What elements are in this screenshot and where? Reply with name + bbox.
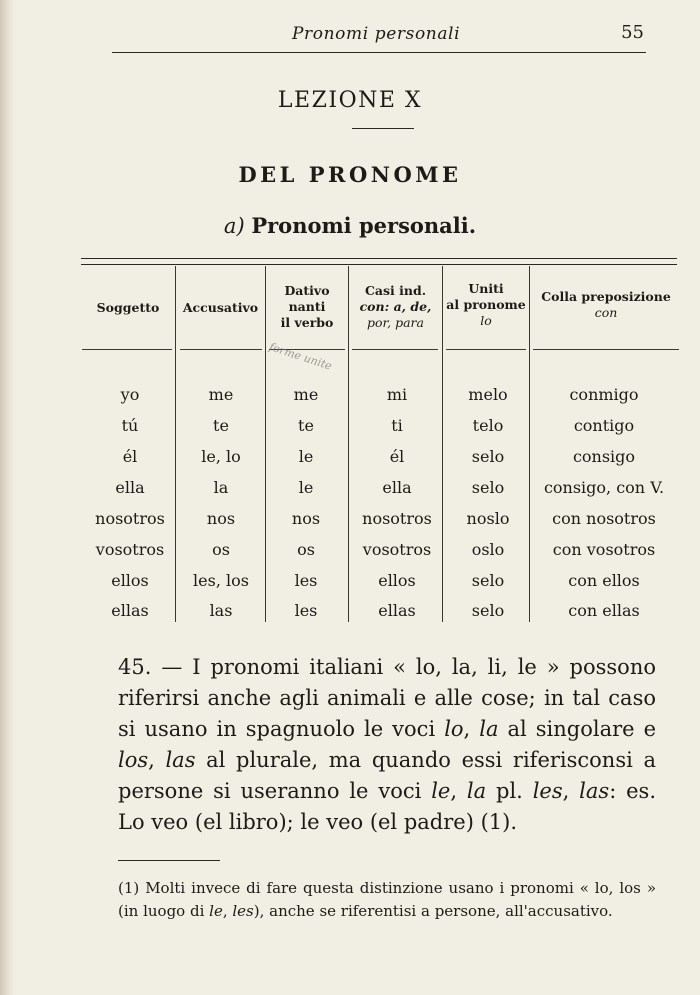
header-accusativo: Accusativo bbox=[182, 300, 259, 315]
cell-soggetto: yo bbox=[120, 385, 140, 404]
cell-preposizione: conmigo bbox=[569, 385, 639, 404]
cell-dativo: os bbox=[297, 540, 315, 559]
cell-accusativo: le, lo bbox=[201, 447, 241, 466]
cell-casi-indiretti: ella bbox=[382, 478, 412, 497]
running-title: Pronomi personali bbox=[292, 24, 461, 44]
cell-dativo: les bbox=[294, 571, 318, 590]
cell-casi-indiretti: ti bbox=[391, 416, 403, 435]
cell-uniti: oslo bbox=[471, 540, 505, 559]
cell-casi-indiretti: nosotros bbox=[362, 509, 432, 528]
header-dativo: Dativo nanti il verbo bbox=[280, 283, 334, 330]
cell-soggetto: él bbox=[122, 447, 138, 466]
cell-uniti: telo bbox=[472, 416, 504, 435]
header-uniti: Uniti al pronome lo bbox=[446, 281, 526, 328]
cell-accusativo: te bbox=[213, 416, 229, 435]
header-preposizione: Colla preposizione con bbox=[541, 289, 671, 320]
cell-soggetto: ellos bbox=[111, 571, 149, 590]
cell-accusativo: las bbox=[209, 601, 233, 620]
section-heading bbox=[0, 213, 700, 238]
cell-preposizione: con vosotros bbox=[552, 540, 656, 559]
cell-soggetto: tú bbox=[121, 416, 139, 435]
table-top-rule-inner bbox=[81, 264, 677, 265]
header-soggetto: Soggetto bbox=[96, 300, 160, 315]
cell-accusativo: nos bbox=[206, 509, 236, 528]
cell-preposizione: con ellas bbox=[568, 601, 640, 620]
cell-casi-indiretti: mi bbox=[386, 385, 408, 404]
cell-uniti: selo bbox=[471, 601, 505, 620]
header-rule bbox=[446, 349, 526, 350]
lesson-title: LEZIONE X bbox=[277, 88, 423, 113]
cell-dativo: te bbox=[298, 416, 314, 435]
header-rule bbox=[533, 349, 679, 350]
header-rule bbox=[352, 349, 438, 350]
title-divider bbox=[352, 128, 414, 129]
cell-casi-indiretti: vosotros bbox=[362, 540, 432, 559]
footnote-rule bbox=[118, 860, 220, 861]
cell-preposizione: consigo bbox=[572, 447, 636, 466]
cell-soggetto: ellas bbox=[111, 601, 149, 620]
cell-uniti: selo bbox=[471, 447, 505, 466]
cell-dativo: me bbox=[293, 385, 319, 404]
cell-dativo: nos bbox=[291, 509, 321, 528]
header-rule bbox=[180, 349, 262, 350]
cell-preposizione: contigo bbox=[573, 416, 635, 435]
header-rule bbox=[82, 349, 172, 350]
cell-preposizione: consigo, con V. bbox=[543, 478, 665, 497]
cell-preposizione: con ellos bbox=[568, 571, 640, 590]
section-title: Pronomi personali. bbox=[251, 213, 477, 238]
table-top-rule bbox=[81, 258, 677, 259]
cell-casi-indiretti: ellas bbox=[378, 601, 416, 620]
cell-preposizione: con nosotros bbox=[552, 509, 656, 528]
cell-uniti: selo bbox=[471, 478, 505, 497]
footnote: (1) Molti invece di fare questa distinzione usano i pronomi « lo, los » (in luogo di le, les), anche se riferentisi a persone, all'accusativo. bbox=[118, 879, 656, 920]
cell-accusativo: me bbox=[208, 385, 234, 404]
cell-casi-indiretti: ellos bbox=[378, 571, 416, 590]
cell-soggetto: nosotros bbox=[95, 509, 165, 528]
cell-casi-indiretti: él bbox=[389, 447, 405, 466]
page-number: 55 bbox=[621, 22, 644, 43]
cell-dativo: le bbox=[298, 478, 314, 497]
cell-dativo: le bbox=[298, 447, 314, 466]
header-casi-indiretti: Casi ind. con: a, de, por, para bbox=[359, 283, 432, 330]
cell-dativo: les bbox=[294, 601, 318, 620]
cell-accusativo: les, los bbox=[193, 571, 249, 590]
paragraph-45: 45. — I pronomi italiani « lo, la, li, le » possono riferirsi anche agli animali e alle cose; in tal caso si usano in spagnuolo le voci lo, la al singolare e los, las al plurale, ma quando essi riferisconsi a persone si useranno le voci le, la pl. les, las: es. Lo veo (el libro); le veo (el padre) (1). bbox=[118, 655, 657, 834]
chapter-title: DEL PRONOME bbox=[238, 162, 462, 187]
cell-accusativo: la bbox=[213, 478, 229, 497]
pencil-annotation: forme unite bbox=[267, 340, 334, 373]
cell-uniti: noslo bbox=[466, 509, 510, 528]
running-header bbox=[112, 22, 646, 53]
section-label: a) bbox=[223, 214, 245, 238]
page-binding-edge bbox=[0, 0, 14, 995]
cell-uniti: melo bbox=[468, 385, 508, 404]
cell-accusativo: os bbox=[212, 540, 230, 559]
cell-soggetto: vosotros bbox=[95, 540, 165, 559]
cell-soggetto: ella bbox=[115, 478, 145, 497]
cell-uniti: selo bbox=[471, 571, 505, 590]
column-separator bbox=[175, 266, 176, 622]
